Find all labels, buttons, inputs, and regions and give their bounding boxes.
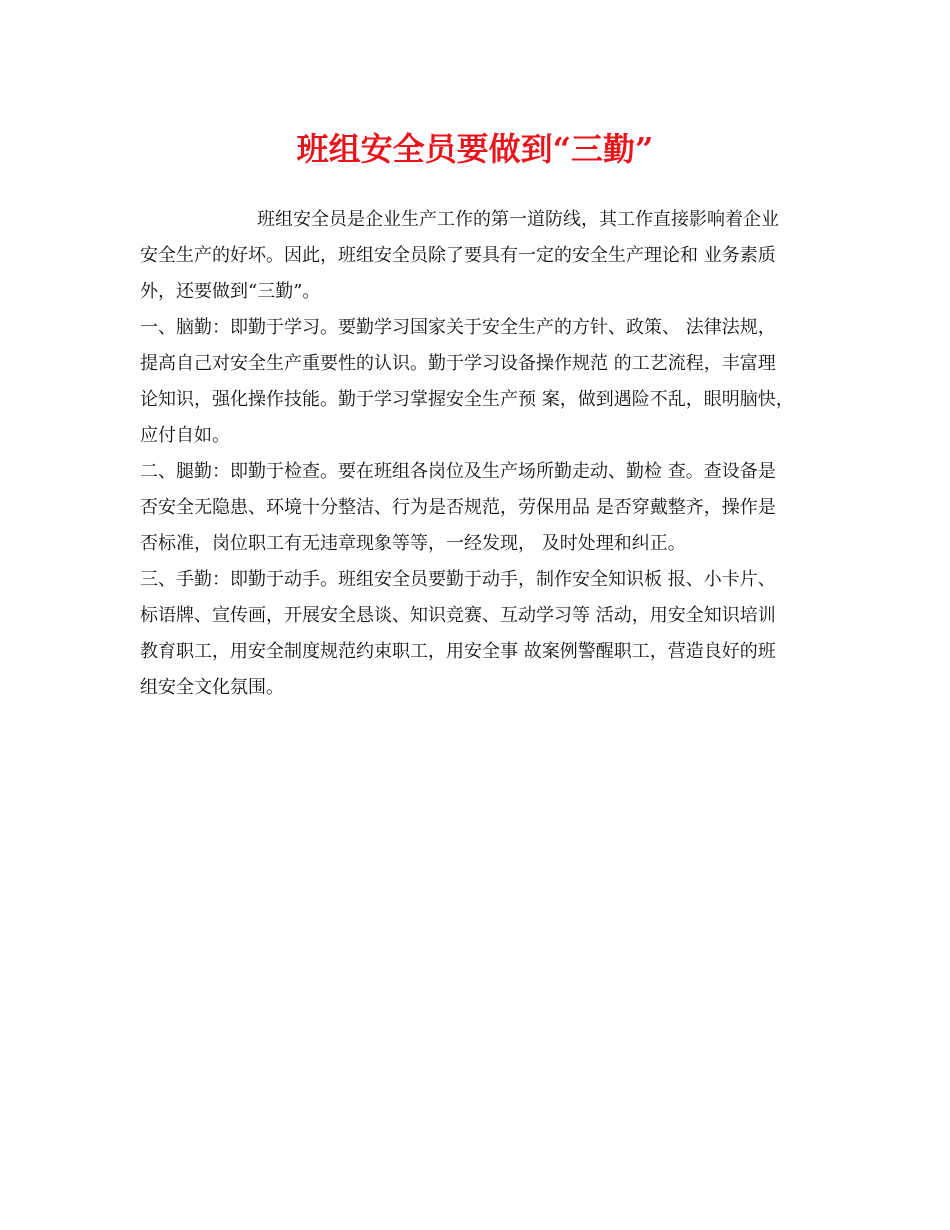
paragraph-intro-line-2: 安全生产的好坏。因此，班组安全员除了要具有一定的安全生产理论和 业务素质 xyxy=(140,245,776,266)
section-hands-line-1: 三、手勤：即勤于动手。班组安全员要勤于动手，制作安全知识板 报、小卡片、 xyxy=(140,569,776,590)
section-legs-line-2: 否安全无隐患、环境十分整洁、行为是否规范，劳保用品 是否穿戴整齐，操作是 xyxy=(140,497,776,518)
section-brain-line-3: 论知识，强化操作技能。勤于学习掌握安全生产预 案，做到遇险不乱，眼明脑快， xyxy=(140,389,794,410)
section-brain-line-1: 一、脑勤：即勤于学习。要勤学习国家关于安全生产的方针、政策、 法律法规， xyxy=(140,317,776,338)
section-brain-line-2: 提高自己对安全生产重要性的认识。勤于学习设备操作规范 的工艺流程，丰富理 xyxy=(140,353,776,374)
section-legs-line-3: 否标准，岗位职工有无违章现象等等，一经发现， 及时处理和纠正。 xyxy=(140,533,686,554)
paragraph-intro-line-1: 班组安全员是企业生产工作的第一道防线，其工作直接影响着企业 xyxy=(257,209,779,230)
section-hands-line-3: 教育职工，用安全制度规范约束职工，用安全事 故案例警醒职工，营造良好的班 xyxy=(140,641,776,662)
paragraph-intro-line-3: 外，还要做到“三勤”。 xyxy=(140,281,321,302)
section-legs-line-1: 二、腿勤：即勤于检查。要在班组各岗位及生产场所勤走动、勤检 查。查设备是 xyxy=(140,461,776,482)
section-hands-line-2: 标语牌、宣传画，开展安全恳谈、知识竞赛、互动学习等 活动，用安全知识培训 xyxy=(140,605,776,626)
section-brain-line-4: 应付自如。 xyxy=(140,425,230,446)
document-title: 班组安全员要做到“三勤” xyxy=(296,130,654,168)
section-hands-line-4: 组安全文化氛围。 xyxy=(140,677,284,698)
